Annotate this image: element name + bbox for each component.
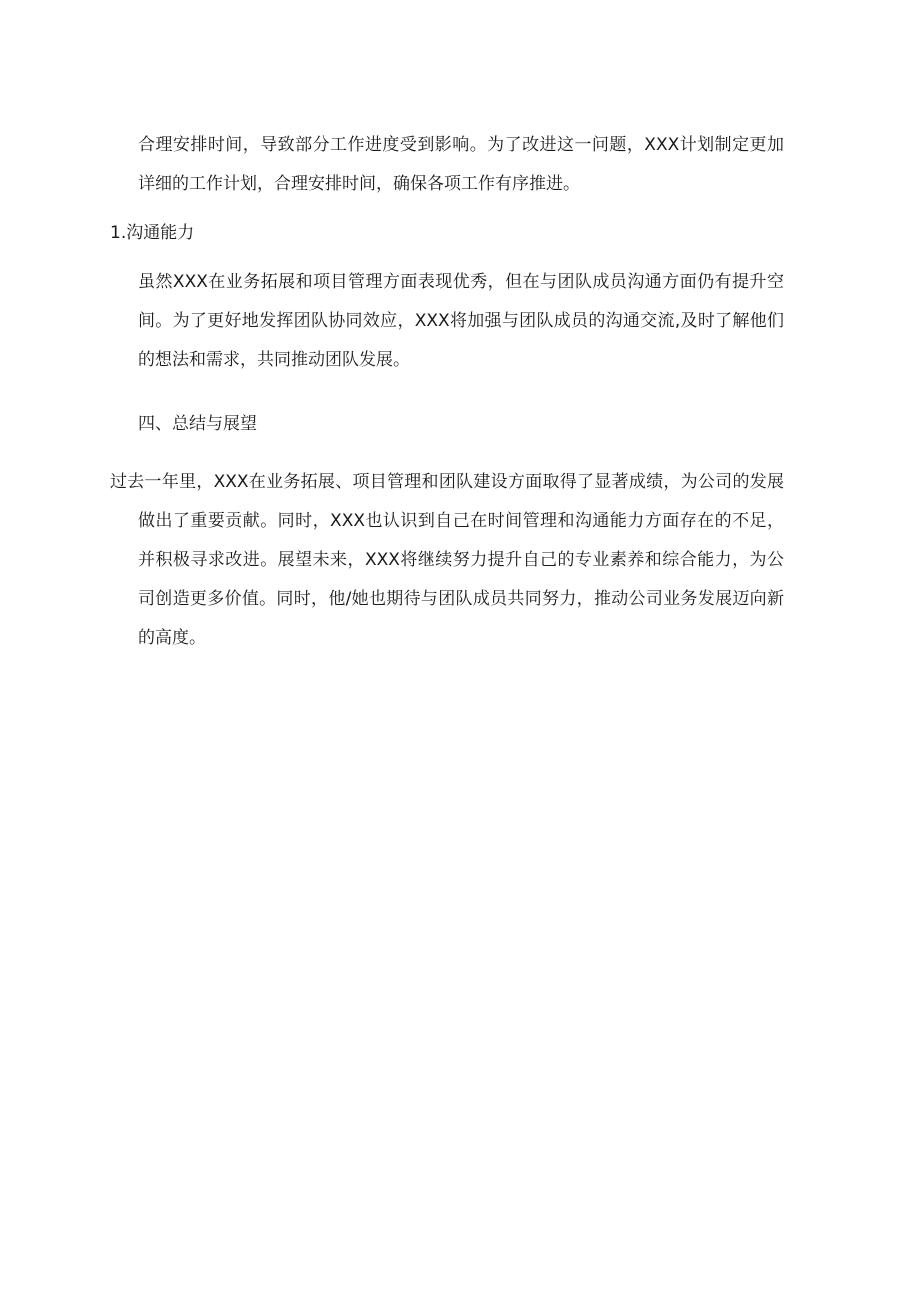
paragraph-summary-outlook: 过去一年里，XXX在业务拓展、项目管理和团队建设方面取得了显著成绩，为公司的发展做出了重要贡献。同时，XXX也认识到自己在时间管理和沟通能力方面存在的不足，并积极寻求改进。展望未来，XXX将继续努力提升自己的专业素养和综合能力，为公司创造更多价值。同时，他/她也期待与团队成员共同努力，推动公司业务发展迈向新的高度。 <box>110 472 784 648</box>
paragraph-time-management-continuation: 合理安排时间，导致部分工作进度受到影响。为了改进这一问题，XXX计划制定更加详细的工作计划，合理安排时间，确保各项工作有序推进。 <box>138 135 784 194</box>
heading-communication-ability: 1.沟通能力 <box>110 223 195 243</box>
heading-summary-outlook: 四、总结与展望 <box>138 414 257 434</box>
paragraph-communication-ability: 虽然XXX在业务拓展和项目管理方面表现优秀，但在与团队成员沟通方面仍有提升空间。为了更好地发挥团队协同效应，XXX将加强与团队成员的沟通交流,及时了解他们的想法和需求，共同推动团队发展。 <box>138 272 784 370</box>
